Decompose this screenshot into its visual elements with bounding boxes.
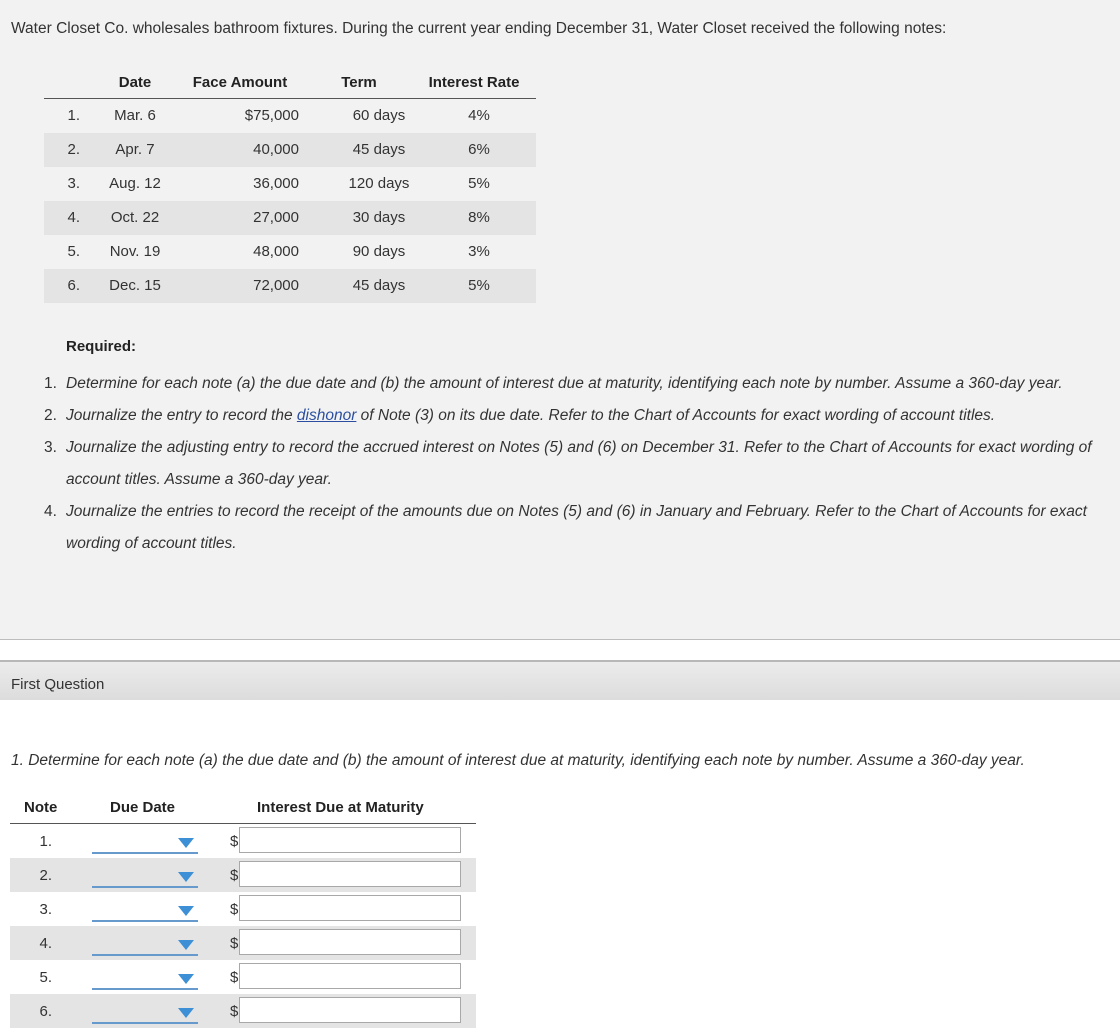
currency-symbol: $	[230, 969, 239, 986]
answer-note-number: 4.	[39, 935, 52, 952]
note-face-amount: $75,000	[244, 107, 299, 124]
answer-note-number: 5.	[39, 969, 52, 986]
answer-table	[10, 797, 476, 1028]
due-date-dropdown[interactable]	[92, 932, 198, 956]
question-text: 1. Determine for each note (a) the due date and (b) the amount of interest due at maturity, identifying each note by number. Assume a 360-day year.	[11, 752, 1025, 769]
note-term: 45 days	[352, 277, 406, 294]
note-term: 45 days	[352, 141, 406, 158]
requirement-item	[44, 400, 1100, 432]
note-number: 1.	[67, 107, 80, 124]
note-face-amount: 72,000	[253, 277, 299, 294]
currency-symbol: $	[230, 901, 239, 918]
header-date: Date	[118, 74, 152, 91]
note-date: Aug. 12	[109, 175, 161, 192]
interest-input[interactable]	[239, 861, 461, 887]
answer-table-header	[10, 797, 476, 824]
note-number: 2.	[67, 141, 80, 158]
table-row	[10, 858, 476, 892]
table-row	[44, 201, 536, 235]
header-term: Term	[341, 74, 377, 91]
requirement-number: 2.	[44, 407, 57, 424]
requirement-item	[44, 368, 1100, 400]
table-row	[10, 824, 476, 858]
note-rate: 4%	[468, 107, 490, 124]
table-row	[10, 960, 476, 994]
dropdown-arrow-icon[interactable]	[178, 872, 194, 882]
due-date-dropdown[interactable]	[92, 966, 198, 990]
notes-table	[44, 70, 536, 303]
note-number: 4.	[67, 209, 80, 226]
dropdown-arrow-icon[interactable]	[178, 838, 194, 848]
requirements-list	[44, 368, 1100, 560]
due-date-dropdown[interactable]	[92, 898, 198, 922]
answer-note-number: 1.	[39, 833, 52, 850]
question-tab-bar	[0, 660, 1120, 700]
header-interest-due: Interest Due at Maturity	[257, 799, 424, 816]
header-face-amount: Face Amount	[192, 74, 288, 91]
interest-input[interactable]	[239, 895, 461, 921]
interest-input[interactable]	[239, 929, 461, 955]
note-term: 30 days	[352, 209, 406, 226]
table-row	[10, 926, 476, 960]
note-face-amount: 27,000	[253, 209, 299, 226]
requirement-text-pre: Journalize the entry to record the	[66, 407, 297, 424]
section-divider	[0, 639, 1120, 640]
table-row	[10, 892, 476, 926]
answer-note-number: 3.	[39, 901, 52, 918]
requirement-number: 1.	[44, 375, 57, 392]
dropdown-arrow-icon[interactable]	[178, 974, 194, 984]
requirement-number: 3.	[44, 439, 57, 456]
requirement-text: Journalize the entries to record the receipt of the amounts due on Notes (5) and (6) in January and February. Refer to the Chart of Accounts for exact wording of account titles.	[66, 503, 1087, 552]
table-row	[44, 133, 536, 167]
table-row	[44, 269, 536, 303]
table-row	[10, 994, 476, 1028]
interest-input[interactable]	[239, 997, 461, 1023]
note-date: Apr. 7	[115, 141, 155, 158]
currency-symbol: $	[230, 867, 239, 884]
header-note: Note	[24, 799, 58, 816]
note-date: Mar. 6	[114, 107, 156, 124]
due-date-dropdown[interactable]	[92, 1000, 198, 1024]
dropdown-arrow-icon[interactable]	[178, 906, 194, 916]
table-row	[44, 235, 536, 269]
note-date: Nov. 19	[109, 243, 161, 260]
interest-input[interactable]	[239, 963, 461, 989]
requirement-text-post: of Note (3) on its due date. Refer to the Chart of Accounts for exact wording of account titles.	[356, 407, 996, 424]
required-heading: Required:	[66, 338, 137, 355]
answer-note-number: 2.	[39, 867, 52, 884]
note-term: 60 days	[352, 107, 406, 124]
currency-symbol: $	[230, 935, 239, 952]
note-term: 90 days	[352, 243, 406, 260]
requirement-text: Journalize the adjusting entry to record the accrued interest on Notes (5) and (6) on December 31. Refer to the Chart of Accounts for exact wording of account titles. Assume a 360-day year.	[66, 439, 1092, 488]
interest-input[interactable]	[239, 827, 461, 853]
table-row	[44, 167, 536, 201]
answer-note-number: 6.	[39, 1003, 52, 1020]
currency-symbol: $	[230, 1003, 239, 1020]
requirement-item	[44, 432, 1100, 496]
intro-text: Water Closet Co. wholesales bathroom fixtures. During the current year ending December 31, Water Closet received the following notes:	[11, 20, 947, 37]
table-row	[44, 99, 536, 133]
note-face-amount: 40,000	[253, 141, 299, 158]
note-number: 6.	[67, 277, 80, 294]
currency-symbol: $	[230, 833, 239, 850]
requirement-number: 4.	[44, 503, 57, 520]
tab-first-question[interactable]: First Question	[11, 676, 105, 693]
header-interest-rate: Interest Rate	[428, 74, 520, 91]
requirement-text: Determine for each note (a) the due date and (b) the amount of interest due at maturity, identifying each note by number. Assume a 360-day year.	[66, 375, 1063, 392]
note-rate: 8%	[468, 209, 490, 226]
note-rate: 5%	[468, 175, 490, 192]
note-rate: 6%	[468, 141, 490, 158]
note-rate: 3%	[468, 243, 490, 260]
note-face-amount: 36,000	[253, 175, 299, 192]
note-face-amount: 48,000	[253, 243, 299, 260]
note-rate: 5%	[468, 277, 490, 294]
due-date-dropdown[interactable]	[92, 830, 198, 854]
note-number: 5.	[67, 243, 80, 260]
dishonor-link[interactable]: dishonor	[296, 407, 357, 424]
note-number: 3.	[67, 175, 80, 192]
note-date: Dec. 15	[109, 277, 161, 294]
requirement-item	[44, 496, 1100, 560]
header-due-date: Due Date	[110, 799, 176, 816]
dropdown-arrow-icon[interactable]	[178, 940, 194, 950]
note-date: Oct. 22	[110, 209, 160, 226]
notes-table-header	[44, 70, 536, 99]
due-date-dropdown[interactable]	[92, 864, 198, 888]
dropdown-arrow-icon[interactable]	[178, 1008, 194, 1018]
note-term: 120 days	[348, 175, 410, 192]
